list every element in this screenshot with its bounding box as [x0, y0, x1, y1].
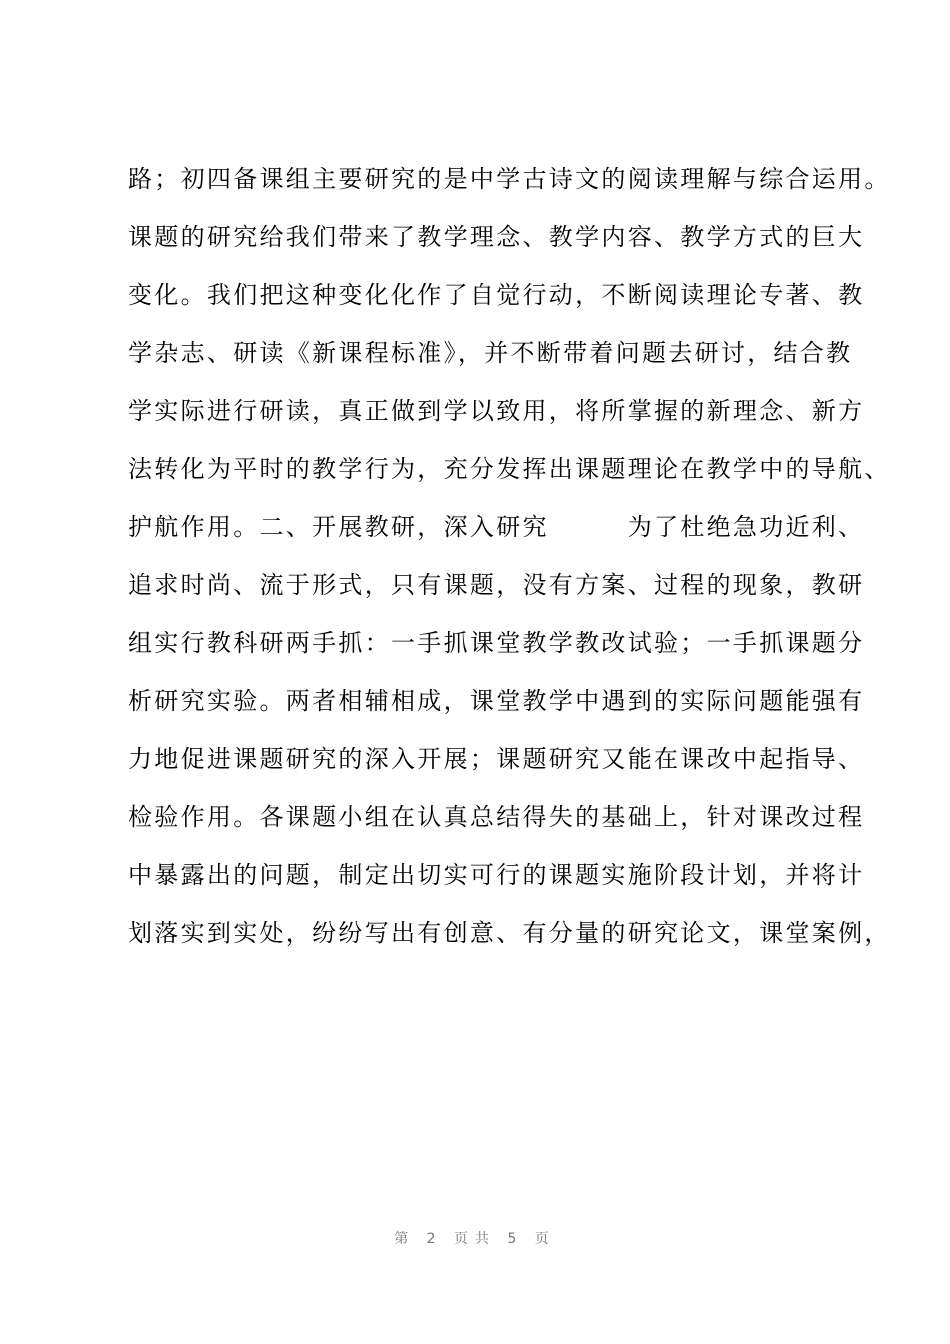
text-line: 护航作用。二、开展教研，深入研究 为了杜绝急功近利、: [128, 513, 865, 541]
text-line: 学杂志、研读《新课程标准》，并不断带着问题去研讨，结合教: [128, 339, 853, 367]
text-line: 学实际进行研读，真正做到学以致用，将所掌握的新理念、新方: [128, 397, 865, 425]
text-line: 划落实到实处，纷纷写出有创意、有分量的研究论文，课堂案例，: [128, 919, 891, 947]
text-line: 法转化为平时的教学行为，充分发挥出课题理论在教学中的导航、: [128, 455, 891, 483]
text-line: 变化。我们把这种变化化作了自觉行动，不断阅读理论专著、教: [128, 281, 865, 309]
text-line: 中暴露出的问题，制定出切实可行的课题实施阶段计划，并将计: [128, 861, 865, 889]
text-line: 检验作用。各课题小组在认真总结得失的基础上，针对课改过程: [128, 803, 865, 831]
body-text: [128, 150, 891, 962]
text-line: 力地促进课题研究的深入开展；课题研究又能在课改中起指导、: [128, 745, 865, 773]
text-line: 课题的研究给我们带来了教学理念、教学内容、教学方式的巨大: [128, 223, 865, 251]
text-line: 组实行教科研两手抓：一手抓课堂教学教改试验；一手抓课题分: [128, 629, 865, 657]
text-line: 路；初四备课组主要研究的是中学古诗文的阅读理解与综合运用。: [128, 165, 891, 193]
text-line: 析研究实验。两者相辅相成，课堂教学中遇到的实际问题能强有: [128, 687, 865, 715]
text-line: 追求时尚、流于形式，只有课题，没有方案、过程的现象，教研: [128, 571, 865, 599]
page-number-footer: 第 2 页共 5 页: [394, 1231, 556, 1247]
